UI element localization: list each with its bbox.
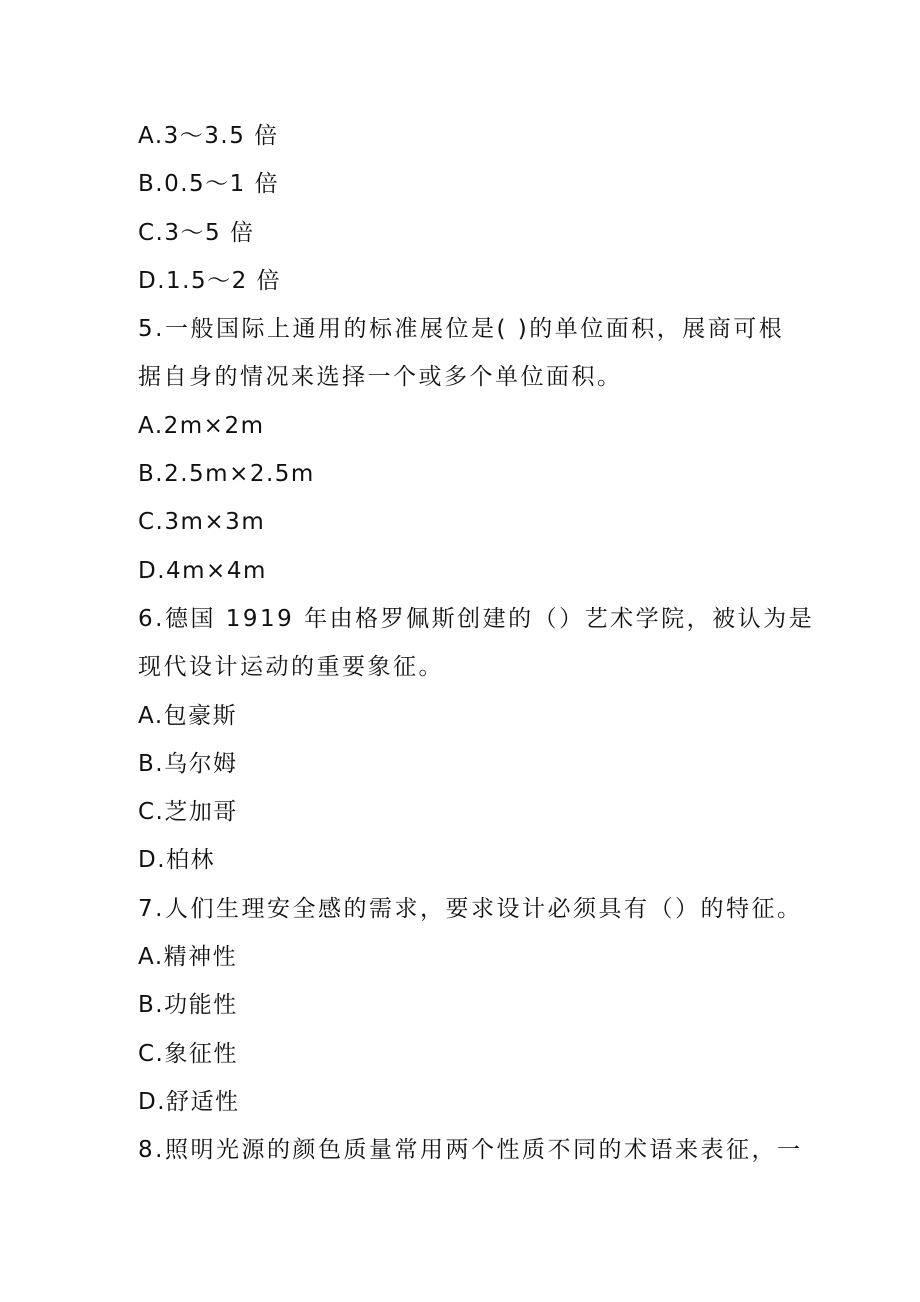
q7-stem-line-1: 7.人们生理安全感的需求，要求设计必须具有（）的特征。 bbox=[138, 895, 803, 922]
q6-option-c: C.芝加哥 bbox=[138, 799, 238, 826]
q5-option-d: D.4m×4m bbox=[138, 557, 267, 584]
q5-option-a: A.2m×2m bbox=[138, 412, 265, 439]
q6-option-b: B.乌尔姆 bbox=[138, 750, 238, 777]
q5-stem-line-2: 据自身的情况来选择一个或多个单位面积。 bbox=[138, 364, 623, 391]
q4-option-d: D.1.5～2 倍 bbox=[138, 267, 282, 294]
q4-option-b: B.0.5～1 倍 bbox=[138, 171, 280, 198]
q6-option-d: D.柏林 bbox=[138, 847, 216, 874]
q4-option-c: C.3～5 倍 bbox=[138, 219, 255, 246]
q4-option-a: A.3～3.5 倍 bbox=[138, 123, 279, 149]
q7-option-a: A.精神性 bbox=[138, 944, 238, 971]
q5-option-b: B.2.5m×2.5m bbox=[138, 461, 315, 488]
q6-stem-line-2: 现代设计运动的重要象征。 bbox=[138, 654, 444, 681]
q7-option-b: B.功能性 bbox=[138, 992, 238, 1019]
q5-stem-line-1: 5.一般国际上通用的标准展位是( )的单位面积，展商可根 bbox=[138, 316, 785, 343]
q7-option-c: C.象征性 bbox=[138, 1040, 238, 1067]
q6-option-a: A.包豪斯 bbox=[138, 702, 238, 729]
q6-stem-line-1: 6.德国 1919 年由格罗佩斯创建的（）艺术学院，被认为是 bbox=[138, 605, 815, 632]
document-body bbox=[138, 112, 818, 1175]
q5-option-c: C.3m×3m bbox=[138, 509, 266, 536]
q7-option-d: D.舒适性 bbox=[138, 1088, 240, 1115]
q8-stem-line-1: 8.照明光源的颜色质量常用两个性质不同的术语来表征，一 bbox=[138, 1137, 803, 1164]
